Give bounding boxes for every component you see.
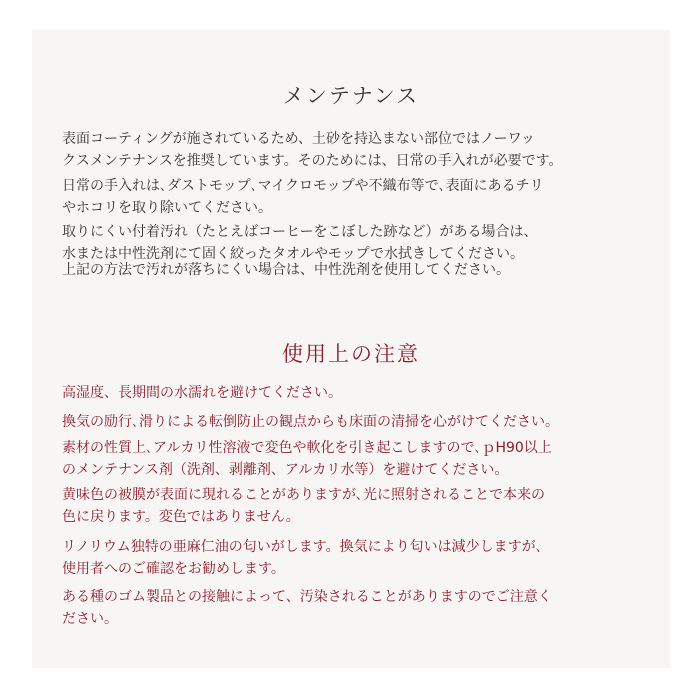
text-line: 取りにくい付着汚れ（たとえばコーヒーをこぼした跡など）がある場合は、 (62, 224, 538, 240)
maintenance-paragraph-1 (62, 128, 644, 172)
text-line: リノリウム独特の亜麻仁油の匂いがします。換気により匂いは減少しますが､ (62, 539, 543, 555)
text-line: 水または中性洗剤にて固く絞ったタオルやモップで水拭きしてください。 (62, 246, 524, 262)
caution-paragraph-3 (62, 437, 644, 481)
text-line: 黄味色の被膜が表面に現れることがありますが､光に照射されることで本来の (62, 487, 545, 503)
caution-paragraph-5 (62, 536, 644, 580)
text-line: やホコリを取り除いてください。 (62, 200, 272, 216)
text-line: 色に戻ります。変色ではありません。 (62, 509, 300, 525)
maintenance-paragraph-2 (62, 175, 644, 219)
caution-paragraph-6 (62, 586, 644, 630)
caution-paragraph-4 (62, 484, 644, 528)
text-line: のメンテナンス剤（洗剤、剥離剤、アルカリ水等）を避けてください。 (62, 462, 509, 478)
maintenance-title: メンテナンス (282, 84, 420, 108)
caution-title: 使用上の注意 (282, 342, 420, 366)
text-line: 日常の手入れは､ダストモップ､マイクロモップや不織布等で､表面にあるチリ (62, 178, 544, 194)
content-card (32, 30, 670, 668)
maintenance-paragraph-4 (62, 259, 644, 281)
text-line: 換気の励行､滑りによる転倒防止の観点からも床面の清掃を心がけてください。 (62, 414, 559, 430)
text-line: 素材の性質上､アルカリ性溶液で変色や軟化を引き起こしますので､ｐH90以上 (62, 440, 552, 456)
text-line: 表面コーティングが施されているため、土砂を持込まない部位ではノーワッ (62, 131, 535, 147)
caution-paragraph-1 (62, 382, 644, 404)
caution-paragraph-2 (62, 411, 644, 433)
text-line: 上記の方法で汚れが落ちにくい場合は、中性洗剤を使用してください。 (62, 262, 510, 278)
text-line: 高湿度、長期間の水濡れを避けてください。 (62, 385, 342, 401)
text-line: ある種のゴム製品との接触によって、汚染されることがありますのでご注意く (62, 589, 552, 605)
text-line: ださい。 (62, 611, 118, 627)
text-line: クスメンテナンスを推奨しています。そのためには、日常の手入れが必要です。 (62, 153, 563, 169)
text-line: 使用者へのご確認をお勧めします。 (62, 561, 285, 577)
